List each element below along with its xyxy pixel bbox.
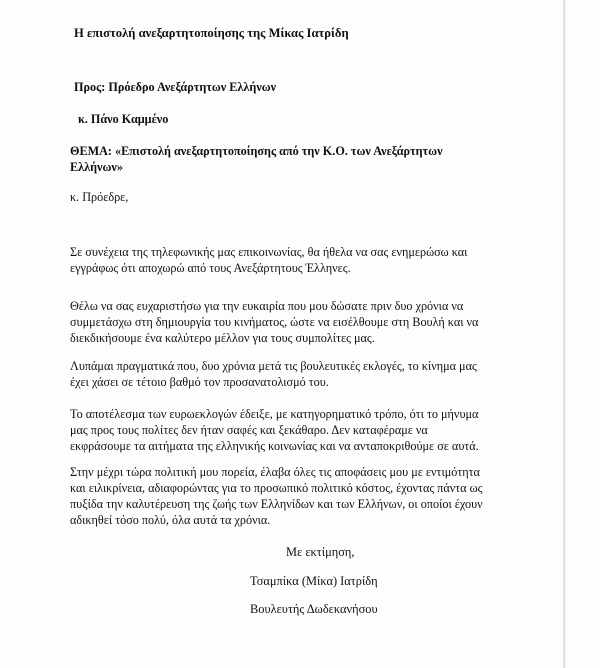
subject-line-1: ΘΕΜΑ: «Επιστολή ανεξαρτητοποίησης από την Κ.Ο. των Ανεξάρτητων	[70, 144, 443, 158]
paragraph-line: Θέλω να σας ευχαριστήσω για την ευκαιρία που μου δώσατε πριν δυο χρόνια να	[70, 299, 464, 313]
paragraph-line: συμμετάσχω στη δημιουργία του κινήματος, ώστε να εισέλθουμε στη Βουλή και να	[70, 315, 479, 329]
paragraph-line: εγγράφως ότι αποχωρώ από τους Ανεξάρτητους Έλληνες.	[70, 261, 351, 275]
paragraph-4	[70, 406, 530, 454]
paragraph-line: Λυπάμαι πραγματικά που, δυο χρόνια μετά τις βουλευτικές εκλογές, το κίνημα μας	[70, 359, 477, 373]
paragraph-line: Στην μέχρι τώρα πολιτική μου πορεία, έλαβα όλες τις αποφάσεις μου με εντιμότητα	[70, 465, 480, 479]
signer-name: Τσαμπίκα (Μίκα) Ιατρίδη	[250, 574, 378, 588]
paragraph-line: αδικηθεί τόσο πολύ, όλα αυτά τα χρόνια.	[70, 513, 271, 527]
paragraph-3	[70, 358, 530, 390]
recipient-to-line: Προς: Πρόεδρο Ανεξάρτητων Ελλήνων	[74, 80, 277, 94]
paragraph-line: εκφράσουμε τα αιτήματα της ελληνικής κοινωνίας και να ανταποκριθούμε σε αυτά.	[70, 439, 479, 453]
letter-title: Η επιστολή ανεξαρτητοποίησης της Μίκας Ιατρίδη	[74, 26, 349, 40]
paragraph-line: Σε συνέχεια της τηλεφωνικής μας επικοινωνίας, θα ήθελα να σας ενημερώσω και	[70, 245, 468, 259]
paragraph-line: διεκδικήσουμε ένα καλύτερο μέλλον για τους συμπολίτες μας.	[70, 331, 375, 345]
paragraph-line: και ειλικρίνεια, αδιαφορώντας για το προσωπικό πολιτικό κόστος, έχοντας πάντα ως	[70, 481, 483, 495]
salutation: κ. Πρόεδρε,	[70, 190, 129, 204]
recipient-name-line: κ. Πάνο Καμμένο	[78, 112, 169, 126]
signer-role: Βουλευτής Δωδεκανήσου	[250, 602, 378, 616]
paragraph-line: πυξίδα την καλυτέρευση της ζωής των Ελληνίδων και των Ελλήνων, οι οποίοι έχουν	[70, 497, 483, 511]
scan-edge-shadow	[563, 0, 566, 668]
paragraph-1	[70, 244, 530, 276]
subject-line-2: Ελλήνων»	[70, 160, 123, 174]
paragraph-5	[70, 464, 530, 528]
paragraph-line: Το αποτέλεσμα των ευρωεκλογών έδειξε, με κατηγορηματικό τρόπο, ότι το μήνυμα	[70, 407, 479, 421]
closing-regards: Με εκτίμηση,	[286, 545, 355, 559]
paragraph-line: μας προς τους πολίτες δεν ήταν σαφές και ξεκάθαρο. Δεν καταφέραμε να	[70, 423, 428, 437]
paragraph-line: έχει χάσει σε τέτοιο βαθμό τον προσανατολισμό του.	[70, 375, 329, 389]
paragraph-2	[70, 298, 530, 346]
